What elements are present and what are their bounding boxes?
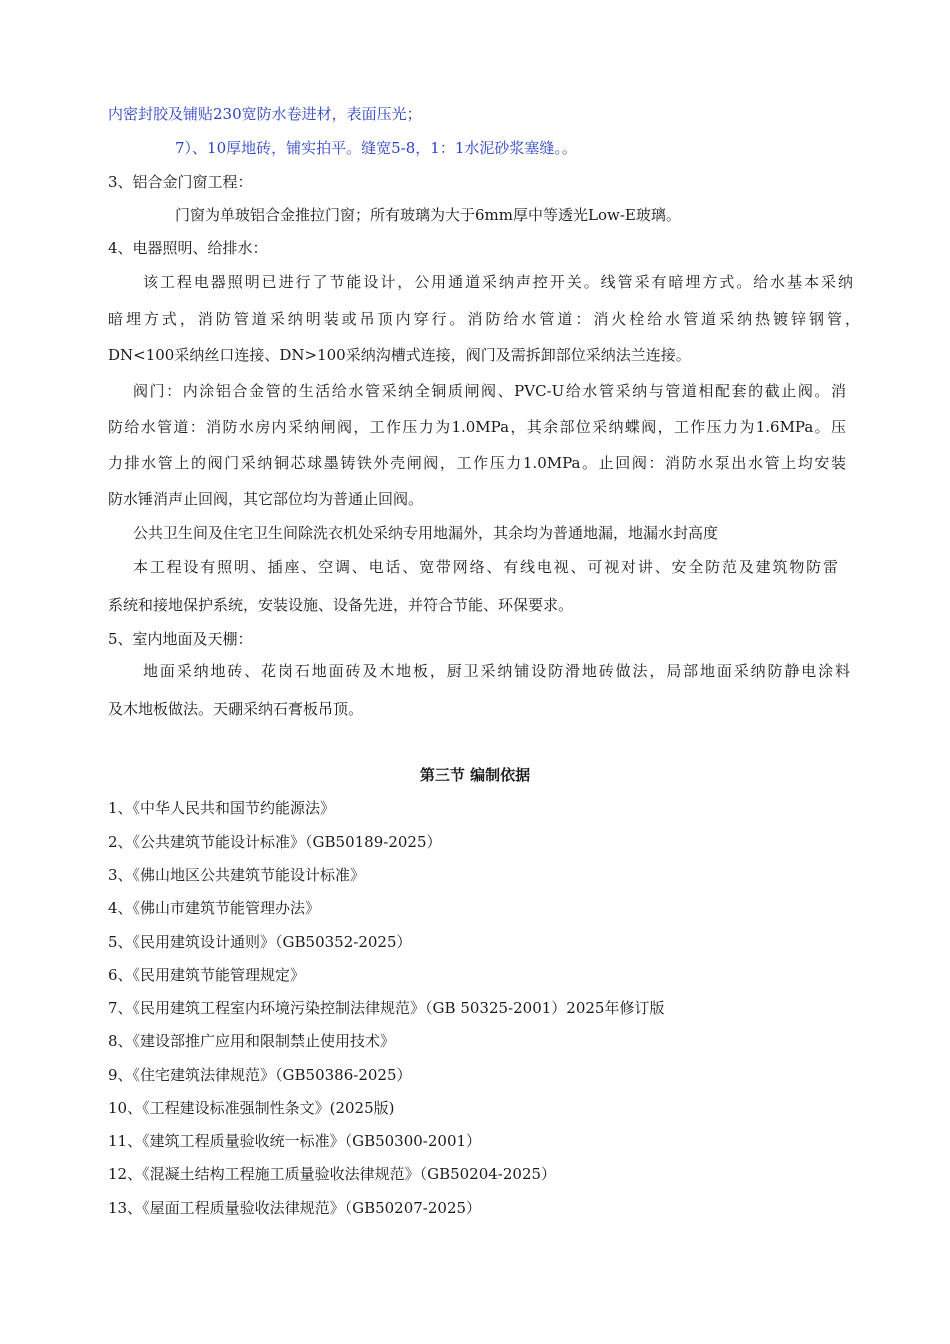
body-line: 本工程设有照明、插座、空调、电话、宽带网络、有线电视、可视对讲、安全防范及建筑物防雷	[133, 558, 838, 576]
body-line: 4、电器照明、给排水：	[108, 239, 268, 257]
body-line: 防水锤消声止回阀，其它部位均为普通止回阀。	[108, 490, 424, 508]
reference-item: 2、《公共建筑节能设计标准》（GB50189-2025）	[108, 833, 442, 851]
body-line: DN<100采纳丝口连接、DN>100采纳沟槽式连接，阀门及需拆卸部位采纳法兰连接。	[108, 346, 691, 364]
body-line: 暗埋方式，消防管道采纳明装或吊顶内穿行。消防给水管道：消火栓给水管道采纳热镀锌钢管，	[108, 310, 860, 328]
body-line: 3、铝合金门窗工程：	[108, 173, 253, 191]
body-line: 该工程电器照明已进行了节能设计，公用通道采纳声控开关。线管采有暗埋方式。给水基本采纳	[143, 273, 853, 291]
body-line: 内密封胶及铺贴230宽防水卷进材，表面压光；	[108, 105, 422, 123]
reference-item: 3、《佛山地区公共建筑节能设计标准》	[108, 866, 366, 884]
reference-item: 8、《建设部推广应用和限制禁止使用技术》	[108, 1032, 396, 1050]
body-line: 及木地板做法。天硼采纳石膏板吊顶。	[108, 700, 364, 718]
body-line: 防给水管道：消防水房内采纳闸阀，工作压力为1.0MPa，其余部位采纳蝶阀，工作压力为1.6MPa。压	[108, 418, 846, 436]
reference-item: 10、《工程建设标准强制性条文》(2025版)	[108, 1099, 395, 1117]
body-line: 5、室内地面及天棚：	[108, 630, 253, 648]
body-line: 系统和接地保护系统，安装设施、设备先进，并符合节能、环保要求。	[108, 596, 574, 614]
body-line: 阀门：内涂铝合金管的生活给水管采纳全铜质闸阀、PVC-U给水管采纳与管道相配套的截止阀。消	[133, 382, 846, 400]
body-line: 地面采纳地砖、花岗石地面砖及木地板，厨卫采纳铺设防滑地砖做法，局部地面采纳防静电涂料	[143, 662, 850, 680]
reference-item: 6、《民用建筑节能管理规定》	[108, 966, 306, 984]
reference-item: 1、《中华人民共和国节约能源法》	[108, 799, 336, 817]
section-title: 第三节 编制依据	[419, 766, 531, 784]
reference-item: 11、《建筑工程质量验收统一标准》（GB50300-2001）	[108, 1132, 482, 1150]
body-line: 门窗为单玻铝合金推拉门窗；所有玻璃为大于6mm厚中等透光Low-E玻璃。	[175, 206, 681, 224]
reference-item: 4、《佛山市建筑节能管理办法》	[108, 899, 321, 917]
reference-item: 13、《屋面工程质量验收法律规范》（GB50207-2025）	[108, 1199, 482, 1217]
reference-item: 7、《民用建筑工程室内环境污染控制法律规范》（GB 50325-2001）2025年修订版	[108, 999, 665, 1017]
reference-item: 5、《民用建筑设计通则》（GB50352-2025）	[108, 933, 412, 951]
body-line: 7）、10厚地砖，铺实拍平。缝宽5-8，1：1水泥砂浆塞缝。。	[175, 139, 577, 157]
body-line: 公共卫生间及住宅卫生间除洗衣机处采纳专用地漏外，其余均为普通地漏，地漏水封高度	[133, 524, 719, 542]
reference-item: 12、《混凝土结构工程施工质量验收法律规范》（GB50204-2025）	[108, 1165, 557, 1183]
body-line: 力排水管上的阀门采纳铜芯球墨铸铁外壳闸阀，工作压力1.0MPa。止回阀：消防水泵出水管上均安装	[108, 454, 846, 472]
reference-item: 9、《住宅建筑法律规范》（GB50386-2025）	[108, 1066, 412, 1084]
